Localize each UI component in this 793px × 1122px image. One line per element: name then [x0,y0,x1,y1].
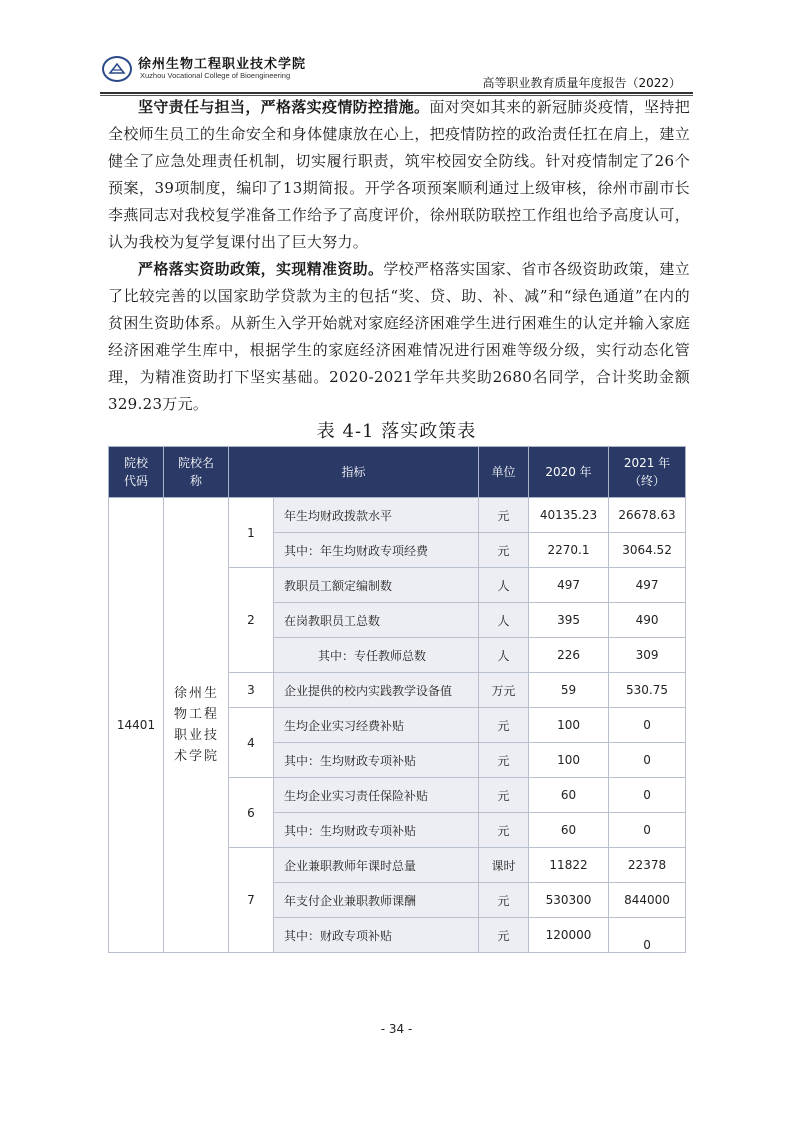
unit-cell: 人 [479,568,529,603]
header-unit: 单位 [479,447,529,498]
table-row [109,498,686,533]
value-2020-cell: 59 [529,673,609,708]
value-2021-cell: 0 [609,708,686,743]
header-school-code: 院校 代码 [109,447,164,498]
page-header [0,0,793,100]
value-2021-cell: 0 [609,918,686,953]
group-number: 3 [229,673,274,708]
value-2020-cell: 2270.1 [529,533,609,568]
paragraph-epidemic [108,94,690,256]
school-code-cell: 14401 [109,498,164,953]
school-name-en: Xuzhou Vocational College of Bioengineering [140,71,291,80]
value-2021-cell: 0 [609,778,686,813]
unit-cell: 元 [479,918,529,953]
indicator-cell: 企业兼职教师年课时总量 [274,848,479,883]
value-2021-cell: 22378 [609,848,686,883]
indicator-cell: 其中：财政专项补贴 [274,918,479,953]
group-number: 7 [229,848,274,953]
report-title: 高等职业教育质量年度报告（2022） [482,76,681,90]
value-2020-cell: 100 [529,708,609,743]
value-2020-cell: 40135.23 [529,498,609,533]
value-2020-cell: 120000 [529,918,609,953]
group-number: 1 [229,498,274,568]
unit-cell: 元 [479,813,529,848]
unit-cell: 元 [479,883,529,918]
indicator-cell: 年支付企业兼职教师课酬 [274,883,479,918]
indicator-cell: 在岗教职员工总数 [274,603,479,638]
body-text [108,94,690,418]
value-2021-cell: 490 [609,603,686,638]
unit-cell: 人 [479,603,529,638]
value-2020-cell: 395 [529,603,609,638]
group-number: 2 [229,568,274,673]
indicator-cell: 生均企业实习经费补贴 [274,708,479,743]
indicator-cell: 其中：生均财政专项补贴 [274,813,479,848]
school-logo-icon [102,56,132,82]
value-2020-cell: 497 [529,568,609,603]
school-name-cell: 徐州生物工程职业技术学院 [164,498,229,953]
header-2021: 2021 年 （终） [609,447,686,498]
paragraph-body: 学校严格落实国家、省市各级资助政策，建立了比较完善的以国家助学贷款为主的包括“奖、贷、助、补、减”和“绿色通道”在内的贫困生资助体系。从新生入学开始就对家庭经济困难学生进行困难生的认定并输入家庭经济困难学生库中，根据学生的家庭经济困难情况进行困难等级分级，实行动态化管理，为精准资助打下坚实基础。2020-2021学年共奖助2680名同学，合计奖助金额329.23万元。 [108,260,690,413]
indicator-cell: 年生均财政拨款水平 [274,498,479,533]
unit-cell: 人 [479,638,529,673]
value-2020-cell: 100 [529,743,609,778]
value-2020-cell: 530300 [529,883,609,918]
unit-cell: 万元 [479,673,529,708]
table-caption: 表 4-1 落实政策表 [316,421,477,442]
indicator-cell: 教职员工额定编制数 [274,568,479,603]
value-2020-cell: 60 [529,778,609,813]
unit-cell: 课时 [479,848,529,883]
header-school-name: 院校名 称 [164,447,229,498]
unit-cell: 元 [479,533,529,568]
header-2020: 2020 年 [529,447,609,498]
value-2021-cell: 530.75 [609,673,686,708]
unit-cell: 元 [479,498,529,533]
value-2021-cell: 3064.52 [609,533,686,568]
school-name-cn: 徐州生物工程职业技术学院 [138,57,307,72]
value-2021-cell: 0 [609,743,686,778]
paragraph-funding [108,256,690,418]
indicator-cell: 其中：生均财政专项补贴 [274,743,479,778]
group-number: 6 [229,778,274,848]
value-2021-cell: 309 [609,638,686,673]
paragraph-lead: 严格落实资助政策，实现精准资助。 [138,260,384,278]
value-2021-cell: 844000 [609,883,686,918]
page-number: - 34 - [380,1022,413,1036]
value-2020-cell: 226 [529,638,609,673]
value-2020-cell: 11822 [529,848,609,883]
value-2021-cell: 26678.63 [609,498,686,533]
value-2020-cell: 60 [529,813,609,848]
table-header-row [109,447,686,498]
value-2021-cell: 497 [609,568,686,603]
unit-cell: 元 [479,778,529,813]
policy-table [108,446,686,953]
group-number: 4 [229,708,274,778]
indicator-cell: 其中：专任教师总数 [274,638,479,673]
unit-cell: 元 [479,743,529,778]
indicator-cell: 生均企业实习责任保险补贴 [274,778,479,813]
indicator-cell: 企业提供的校内实践教学设备值 [274,673,479,708]
value-2021-cell: 0 [609,813,686,848]
paragraph-lead: 坚守责任与担当，严格落实疫情防控措施。 [138,98,430,116]
header-indicator: 指标 [229,447,479,498]
indicator-cell: 其中：年生均财政专项经费 [274,533,479,568]
paragraph-body: 面对突如其来的新冠肺炎疫情，坚持把全校师生员工的生命安全和身体健康放在心上，把疫情防控的政治责任扛在肩上，建立健全了应急处理责任机制，切实履行职责，筑牢校园安全防线。针对疫情制定了26个预案，39项制度，编印了13期简报。开学各项预案顺利通过上级审核，徐州市副市长李燕同志对我校复学准备工作给予了高度评价，徐州联防联控工作组也给予高度认可，认为我校为复学复课付出了巨大努力。 [108,98,691,251]
unit-cell: 元 [479,708,529,743]
